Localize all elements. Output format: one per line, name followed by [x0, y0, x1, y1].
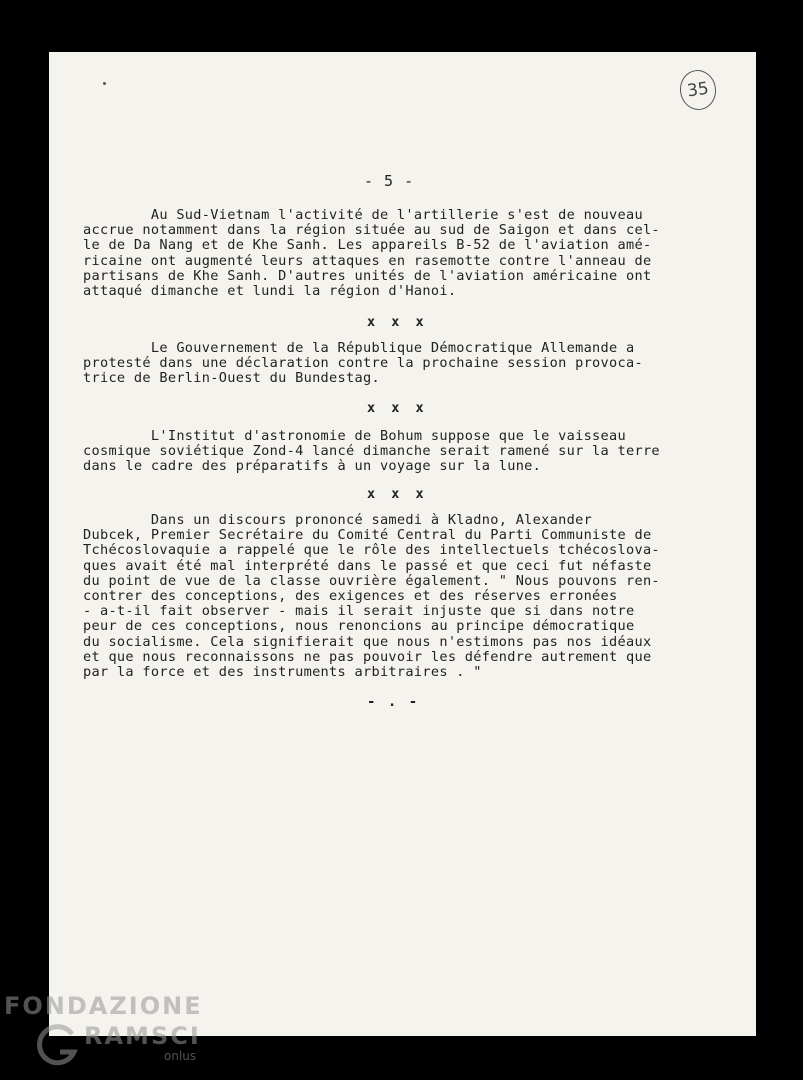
gramsci-logo-icon: [36, 1024, 80, 1068]
paragraph-dubcek: Dans un discours prononcé samedi à Kladno, Alexander Dubcek, Premier Secrétaire du Comité Central du Parti Communiste de Tchécoslovaquie a rappelé que le rôle des intellectuels tchécoslova- ques avait été mal interprété dans le passé et que ceci fut néfaste du point de vue de la classe ouvrière également. " Nous pouvons ren- contrer des conceptions, des exigences et des réserves erronées - a-t-il fait observer - mais il serait injuste que si dans notre peur de ces conceptions, nous renoncions au principe démocratique du socialisme. Cela signifierait que nous n'estimons pas nos idéaux et que nous reconnaissons ne pas pouvoir les défendre autrement que par la force et des instruments arbitraires . ": [83, 512, 660, 681]
section-separator: x x x: [367, 400, 428, 416]
ink-dot: [103, 82, 106, 85]
paragraph-rda: Le Gouvernement de la République Démocratique Allemande a protesté dans une déclaration contre la prochaine session provoca- trice de Berlin-Ouest du Bundestag.: [83, 340, 643, 387]
handwritten-page-number: 35: [677, 68, 718, 113]
document-page: [49, 52, 756, 1036]
paragraph-zond-4: L'Institut d'astronomie de Bohum suppose que le vaisseau cosmique soviétique Zond-4 lancé dimanche serait ramené sur la terre dans le cadre des préparatifs à un voyage sur la lune.: [83, 428, 660, 475]
end-mark: - . -: [367, 694, 420, 710]
section-separator: x x x: [367, 314, 428, 330]
watermark-onlus: onlus: [164, 1049, 197, 1063]
watermark-fondazione: FONDAZIONE: [4, 992, 203, 1020]
page-number: - 5 -: [364, 172, 415, 190]
watermark-gramsci: RAMSCI: [84, 1022, 201, 1050]
section-separator: x x x: [367, 486, 428, 502]
paragraph-sud-vietnam: Au Sud-Vietnam l'activité de l'artillerie s'est de nouveau accrue notamment dans la région située au sud de Saigon et dans cel- le de Da Nang et de Khe Sanh. Les appareils B-52 de l'aviation amé- ricaine ont augmenté leurs attaques en rasemotte contre l'anneau de partisans de Khe Sanh. D'autres unités de l'aviation américaine ont attaqué dimanche et lundi la région d'Hanoi.: [83, 207, 660, 300]
